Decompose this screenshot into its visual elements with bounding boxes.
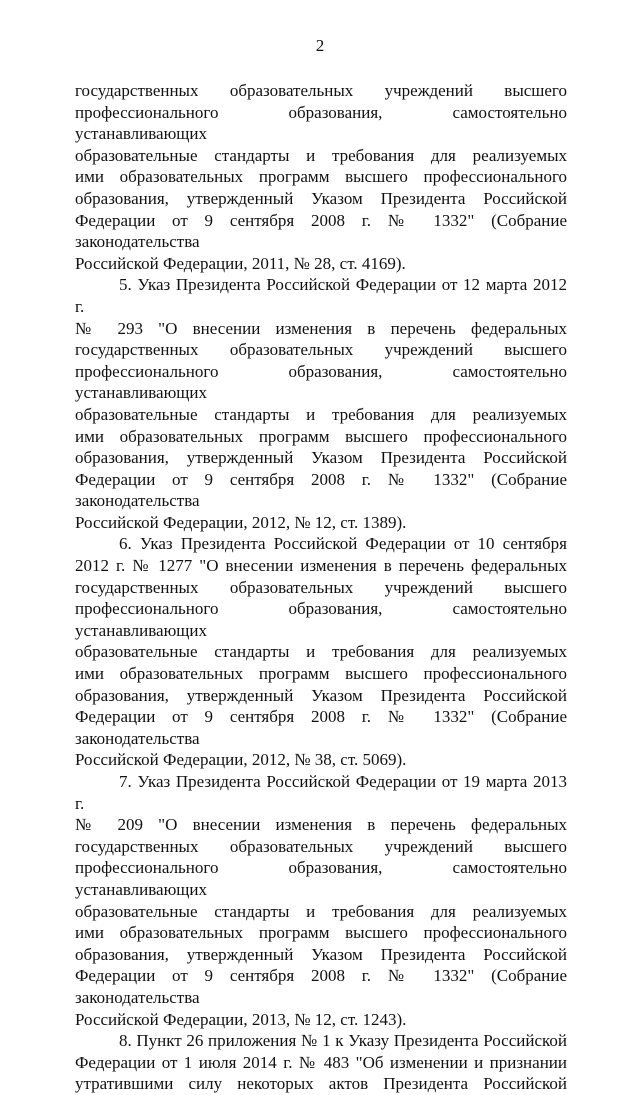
text-line: Федерации от 9 сентября 2008 г. № 1332" (Собрание законодательства [75, 210, 567, 252]
page-number: 2 [315, 36, 325, 55]
text-line: профессионального образования, самостоятельно устанавливающих [75, 102, 567, 144]
text-line: профессионального образования, самостоятельно устанавливающих [75, 361, 567, 403]
text-line: образовательные стандарты и требования для реализуемых [75, 642, 567, 662]
text-line: 5. Указ Президента Российской Федерации от 12 марта 2012 г. [75, 275, 567, 316]
text-line: № 209 "О внесении изменения в перечень федеральных [75, 815, 567, 835]
paragraph-continuation [75, 80, 567, 274]
text-line: образовательные стандарты и требования для реализуемых [75, 901, 567, 921]
text-line: образования, утвержденный Указом Президента Российской [75, 944, 567, 964]
text-line: Федерации от 1 июля 2014 г. № 483 "Об изменении и признании [75, 1052, 567, 1072]
text-line: Российской Федерации, 2012, № 12, ст. 1389). [75, 512, 407, 532]
text-line: государственных образовательных учреждений высшего [75, 81, 567, 100]
text-line: профессионального образования, самостоятельно устанавливающих [75, 599, 567, 640]
document-body [75, 80, 567, 1095]
text-line: образования, утвержденный Указом Президента Российской [75, 448, 567, 468]
text-line: государственных образовательных учреждений высшего [75, 577, 567, 597]
text-line: профессионального образования, самостоятельно устанавливающих [75, 858, 567, 899]
text-line: ими образовательных программ высшего профессионального [75, 167, 567, 187]
text-line: Федерации от 9 сентября 2008 г. № 1332" (Собрание законодательства [75, 966, 567, 1007]
text-line: утратившими силу некоторых актов Президента Российской [75, 1074, 567, 1094]
paragraph-item-5 [75, 274, 567, 533]
text-line: 7. Указ Президента Российской Федерации от 19 марта 2013 г. [75, 772, 567, 813]
text-line: ими образовательных программ высшего профессионального [75, 923, 567, 943]
text-line: Федерации от 9 сентября 2008 г. № 1332" (Собрание законодательства [75, 707, 567, 748]
text-line: образовательные стандарты и требования для реализуемых [75, 145, 567, 165]
text-line: государственных образовательных учреждений высшего [75, 836, 567, 856]
text-line: государственных образовательных учреждений высшего [75, 340, 567, 360]
text-line: образовательные стандарты и требования для реализуемых [75, 404, 567, 424]
text-line: Федерации от 9 сентября 2008 г. № 1332" (Собрание законодательства [75, 469, 567, 511]
text-line: Российской Федерации, 2013, № 12, ст. 1243). [75, 1009, 407, 1029]
text-line: 2012 г. № 1277 "О внесении изменения в перечень федеральных [75, 556, 567, 576]
text-line: № 293 "О внесении изменения в перечень федеральных [75, 318, 567, 338]
paragraph-item-6 [75, 533, 567, 771]
text-line: ими образовательных программ высшего профессионального [75, 426, 567, 446]
text-line: образования, утвержденный Указом Президента Российской [75, 188, 567, 208]
paragraph-item-7 [75, 771, 567, 1030]
text-line: Российской Федерации, 2011, № 28, ст. 4169). [75, 253, 406, 273]
text-line: Российской Федерации, 2012, № 38, ст. 5069). [75, 750, 407, 770]
text-line: образования, утвержденный Указом Президента Российской [75, 685, 567, 705]
text-line: ими образовательных программ высшего профессионального [75, 664, 567, 684]
text-line: 8. Пункт 26 приложения № 1 к Указу Президента Российской [119, 1031, 567, 1051]
paragraph-item-8 [75, 1030, 567, 1095]
text-line: 6. Указ Президента Российской Федерации от 10 сентября [119, 534, 567, 554]
